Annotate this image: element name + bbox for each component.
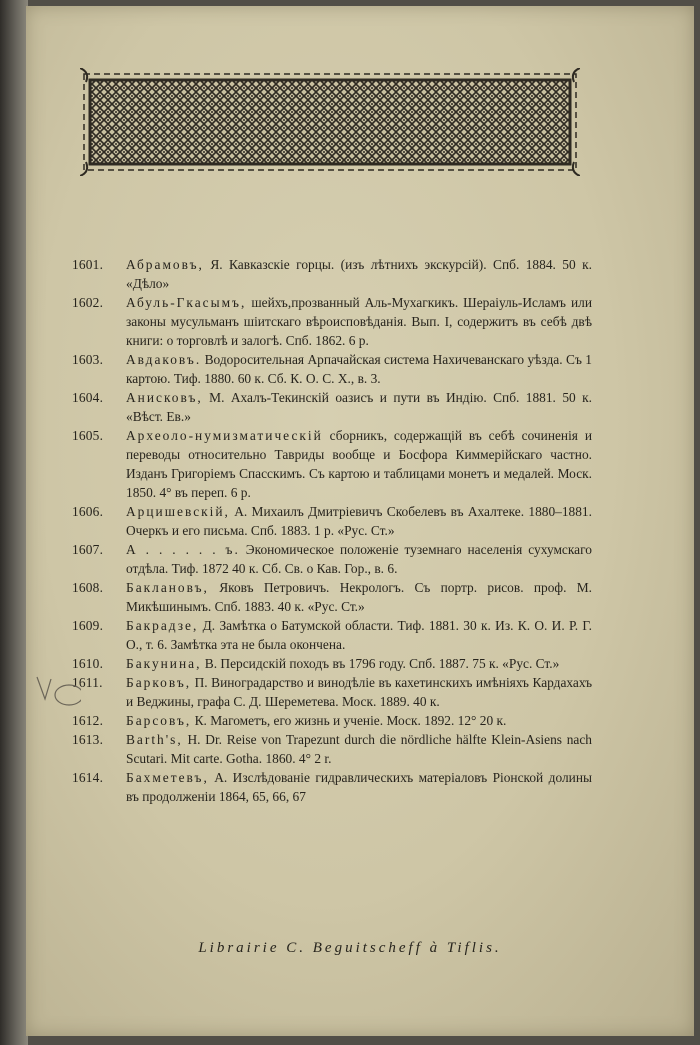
catalog-entries (72, 255, 592, 806)
entry-description: М. Ахалъ-Текинскій оазисъ и пути въ Индію. Спб. 1881. 50 к. «Вѣст. Ев.» (126, 390, 592, 424)
entry-author: Баклановъ, (126, 580, 209, 595)
entry-number: 1606. (72, 504, 104, 519)
entry-number: 1601. (72, 257, 104, 272)
entry-description: Водоросительная Арпачайская система Нахичеванскаго уѣзда. Съ 1 картою. Тиф. 1880. 60 к. Сб. К. О. С. Х., в. 3. (126, 352, 592, 386)
catalog-entry (72, 502, 592, 540)
entry-author: Абрамовъ, (126, 257, 204, 272)
entry-author: Barth's, (126, 732, 183, 747)
entry-description: сборникъ, содержащій въ себѣ сочиненія и переводы относительно Тавриды вообще и Босфора Киммерійскаго частно. Изданъ Григоріемъ Спасскимъ. Съ картою и таблицами монетъ и медалей. Моск. 1850. 4° въ переп. 6 р. (126, 428, 592, 500)
entry-description: А. Изслѣдованіе гидравлическихъ матеріаловъ Ріонской долины въ продолженіи 1864, 65, 66, 67 (126, 770, 592, 804)
entry-description: H. Dr. Reise von Trapezunt durch die nördliche hälfte Klein-Asiens nach Scutari. Mit carte. Gotha. 1860. 4° 2 r. (126, 732, 592, 766)
handwritten-circle-mark (33, 673, 81, 713)
catalog-entry (72, 578, 592, 616)
entry-author: Анисковъ, (126, 390, 203, 405)
entry-text (126, 502, 592, 540)
entry-number: 1605. (72, 428, 104, 443)
catalog-entry (72, 768, 592, 806)
entry-number: 1604. (72, 390, 104, 405)
entry-author: Абуль-Гкасымъ, (126, 295, 247, 310)
entry-description: Яковъ Петровичъ. Некрологъ. Съ портр. рисов. проф. М. Микѣшинымъ. Спб. 1883. 40 к. «Рус. Ст.» (126, 580, 592, 614)
entry-author: Бакрадзе, (126, 618, 199, 633)
entry-text (126, 388, 592, 426)
entry-description: Я. Кавказскіе горцы. (изъ лѣтнихъ экскурсій). Спб. 1884. 50 к. «Дѣло» (126, 257, 592, 291)
entry-number: 1602. (72, 295, 104, 310)
entry-text (126, 711, 592, 730)
footer-imprint: Librairie C. Beguitscheff à Tiflis. (198, 940, 502, 956)
catalog-entry (72, 730, 592, 768)
catalog-entry (72, 711, 592, 730)
catalog-entry (72, 350, 592, 388)
entry-number: 1611. (72, 675, 103, 690)
entry-text (126, 730, 592, 768)
catalog-entry (72, 426, 592, 502)
catalog-entry (72, 388, 592, 426)
entry-author: Арцишевскій, (126, 504, 230, 519)
catalog-entry (72, 293, 592, 350)
entry-description: А. Михаилъ Дмитріевичъ Скобелевъ въ Ахалтеке. 1880–1881. Очеркъ и его письма. Спб. 1883. 1 р. «Рус. Ст.» (126, 504, 592, 538)
entry-author: Бакунина, (126, 656, 202, 671)
catalog-entry (72, 616, 592, 654)
entry-author: Бахметевъ, (126, 770, 209, 785)
entry-description: П. Виноградарство и винодѣліе въ кахетинскихъ имѣніяхъ Кардахахъ и Веджины, графа С. Д. Шереметева. Моск. 1889. 40 к. (126, 675, 592, 709)
entry-description: В. Персидскій походъ въ 1796 году. Спб. 1887. 75 к. «Рус. Ст.» (204, 656, 560, 671)
entry-text (126, 350, 592, 388)
entry-text (126, 768, 592, 806)
entry-text (126, 426, 592, 502)
entry-number: 1610. (72, 656, 104, 671)
entry-number: 1608. (72, 580, 104, 595)
entry-text (126, 255, 592, 293)
book-spine (0, 0, 28, 1045)
entry-number: 1613. (72, 732, 104, 747)
entry-number: 1607. (72, 542, 104, 557)
entry-text (126, 578, 592, 616)
catalog-entry (72, 654, 592, 673)
entry-text (126, 293, 592, 350)
entry-description: шейхъ,прозванный Аль-Мухагкикъ. Шераіуль-Исламъ или законы мусульманъ шіитскаго вѣроисповѣданія. Вып. I, содержитъ въ себѣ двѣ книги: о торговлѣ и залогѣ. Спб. 1862. 6 р. (126, 295, 592, 348)
decorative-header-ornament (80, 68, 580, 176)
entry-description: Экономическое положеніе туземнаго населенія сухумскаго отдѣла. Тиф. 1872 40 к. Сб. Св. о Кав. Гор., в. 6. (126, 542, 592, 576)
entry-description: Д. Замѣтка о Батумской области. Тиф. 1881. 30 к. Из. К. О. И. Р. Г. О., т. 6. Замѣтка эта не была окончена. (126, 618, 592, 652)
entry-author: Авдаковъ. (126, 352, 202, 367)
entry-text (126, 540, 592, 578)
entry-author: Барсовъ, (126, 713, 192, 728)
entry-text (126, 673, 592, 711)
catalog-entry (72, 673, 592, 711)
entry-number: 1614. (72, 770, 104, 785)
entry-number: 1609. (72, 618, 104, 633)
entry-author: Барковъ, (126, 675, 192, 690)
entry-number: 1603. (72, 352, 104, 367)
entry-author: А . . . . . . ъ. (126, 542, 240, 557)
entry-text (126, 654, 592, 673)
entry-text (126, 616, 592, 654)
entry-author: Археоло-нумизматическій (126, 428, 323, 443)
entry-description: К. Магометъ, его жизнь и ученіе. Моск. 1892. 12° 20 к. (194, 713, 507, 728)
catalog-entry (72, 540, 592, 578)
catalog-entry (72, 255, 592, 293)
entry-number: 1612. (72, 713, 104, 728)
